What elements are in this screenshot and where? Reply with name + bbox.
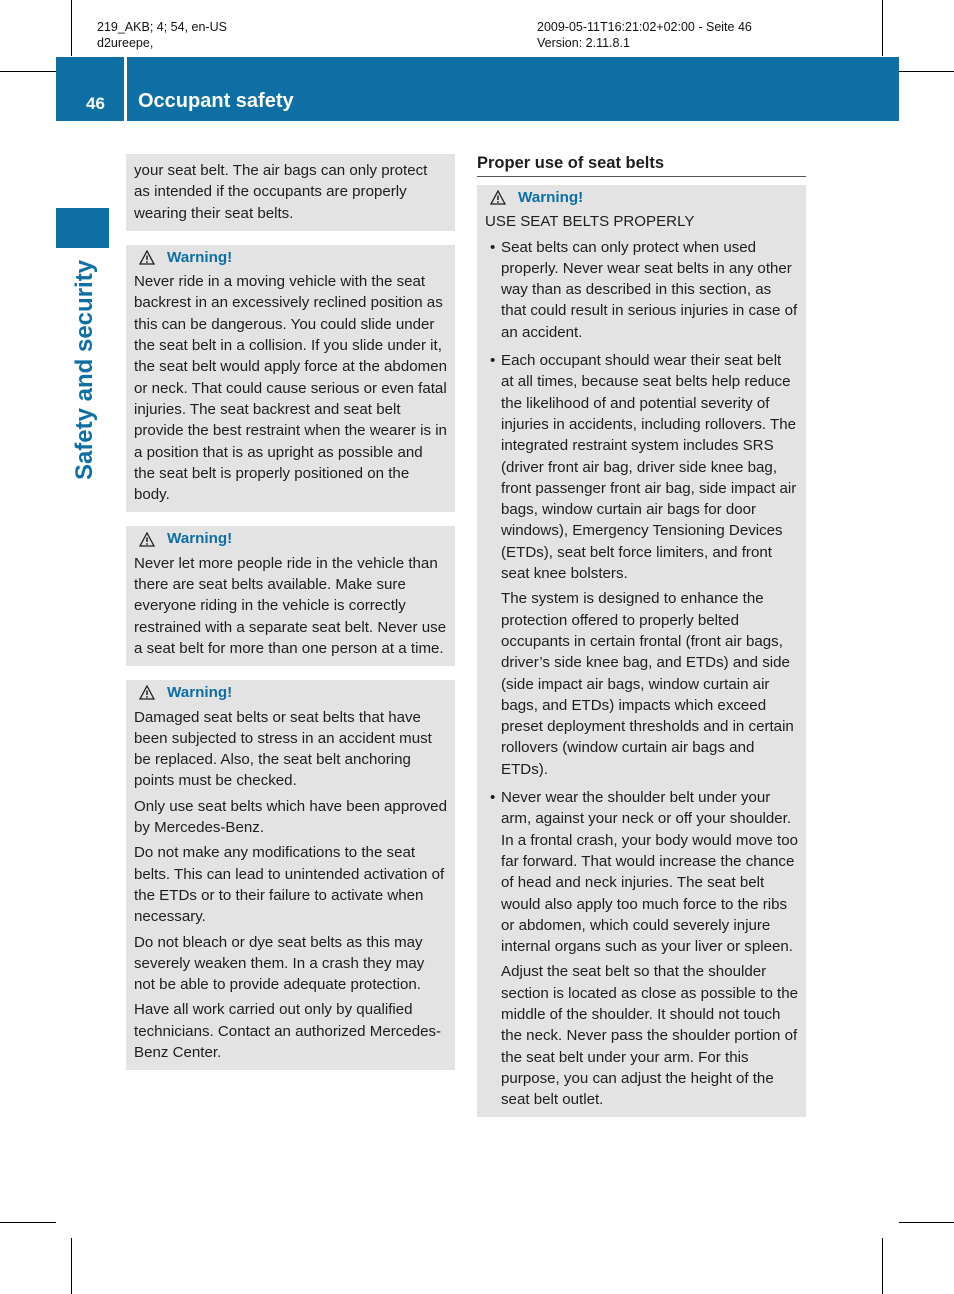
bullet-text: Adjust the seat belt so that the shoulder section is located as close as possible to the middle of the shoulder. It should not touch the neck. Never pass the shoulder portion of the seat belt under your arm. For this purpose, you can adjust the height of the seat belt outlet. [501,963,799,1109]
left-column [126,154,455,1084]
warning-text: Damaged seat belts or seat belts that have been subjected to stress in an accident must be replaced. Also, the seat belt anchoring points must be checked. [134,708,432,790]
crop-mark [71,1238,72,1294]
side-tab-label: Safety and security [71,259,98,481]
crop-mark [899,71,954,72]
bullet-text: • Each occupant should wear their seat belt at all times, because seat belts help reduce the likelihood of and potential severity of injuries in accidents, including rollovers. The integrated restraint system includes SRS (driver front air bag, driver side knee bag, front passenger front air bag, side impact air bags, window curtain air bags for door windows), Emergency Tensioning Devices (ETDs), seat belt force limiters, and front seat knee bolsters. [501,352,797,583]
warning-box [126,680,455,1070]
section-title: Occupant safety [138,90,294,112]
meta-line: d2ureepe, [97,36,154,50]
print-meta-left [97,19,227,51]
warning-text: Have all work carried out only by qualified technicians. Contact an authorized Mercedes-Benz Center. [134,1001,442,1061]
list-item [485,350,798,780]
list-item [485,237,798,343]
bullet-list [485,237,798,1111]
bullet-text: The system is designed to enhance the protection offered to properly belted occupants in certain frontal (front air bags, driver’s side knee bag, and ETDs) and side (side impact air bags, window curtain air bags, and ETDs) impacts which exceed preset deployment thresholds and in certain rollovers (window curtain air bags and ETDs). [501,590,794,778]
warning-text: Never ride in a moving vehicle with the seat backrest in an excessively reclined position as this can be dangerous. You could slide under the seat belt in a collision. If you slide under it, the seat belt would apply force at the abdomen or neck. That could cause serious or even fatal injuries. The seat backrest and seat belt provide the best restraint when the wearer is in a position that is as upright as possible and the seat belt is properly positioned on the body. [134,273,447,504]
warning-heading [134,247,447,268]
warning-box [126,526,455,666]
crop-mark [882,0,883,56]
page-number: 46 [86,94,105,113]
warning-label: Warning! [167,248,233,266]
meta-line: 2009-05-11T16:21:02+02:00 - Seite 46 [537,20,752,34]
warning-triangle-icon [139,685,155,700]
continued-text: your seat belt. The air bags can only protect as intended if the occupants are properly wearing their seat belts. [134,162,428,222]
warning-heading [485,187,798,208]
crop-mark [0,1222,56,1223]
warning-text: Do not make any modifications to the seat belts. This can lead to unintended activation of the ETDs or to their failure to activate when necessary. [134,844,445,926]
header-divider [124,57,127,121]
warning-heading [134,528,447,549]
warning-intro: USE SEAT BELTS PROPERLY [485,213,695,231]
warning-triangle-icon [139,250,155,265]
side-tab [56,208,109,248]
warning-box [126,245,455,513]
warning-heading [134,682,447,703]
warning-text: Do not bleach or dye seat belts as this may severely weaken them. In a crash they may not be able to provide adequate protection. [134,933,425,994]
warning-text: Only use seat belts which have been approved by Mercedes-Benz. [134,797,447,837]
warning-label: Warning! [167,530,233,548]
bullet-text: • Seat belts can only protect when used properly. Never wear seat belts in any other way than as described in this section, as that could result in serious injuries in case of an accident. [501,238,798,341]
crop-mark [71,0,72,56]
warning-text: Never let more people ride in the vehicle than there are seat belts available. Make sure everyone riding in the vehicle is correctly restrained with a separate seat belt. Never use a seat belt for more than one person at a time. [134,554,447,657]
crop-mark [0,71,56,72]
crop-mark [882,1238,883,1294]
bullet-text: • Never wear the shoulder belt under your arm, against your neck or off your shoulder. In a frontal crash, your body would move too far forward. That would increase the chance of head and neck injuries. The seat belt would also apply too much force to the ribs or abdomen, which could severely injure internal organs such as your liver or spleen. [501,789,799,956]
print-meta-right [537,19,752,51]
list-item [485,787,798,1110]
warning-box [477,185,806,1117]
warning-triangle-icon [139,532,155,547]
warning-label: Warning! [518,189,584,206]
meta-line: 219_AKB; 4; 54, en-US [97,20,227,34]
subsection-heading: Proper use of seat belts [477,154,806,177]
continued-box [126,154,455,231]
warning-label: Warning! [167,684,233,702]
warning-triangle-icon [490,190,506,205]
crop-mark [899,1222,954,1223]
right-column [477,154,806,1131]
meta-line: Version: 2.11.8.1 [537,36,630,50]
